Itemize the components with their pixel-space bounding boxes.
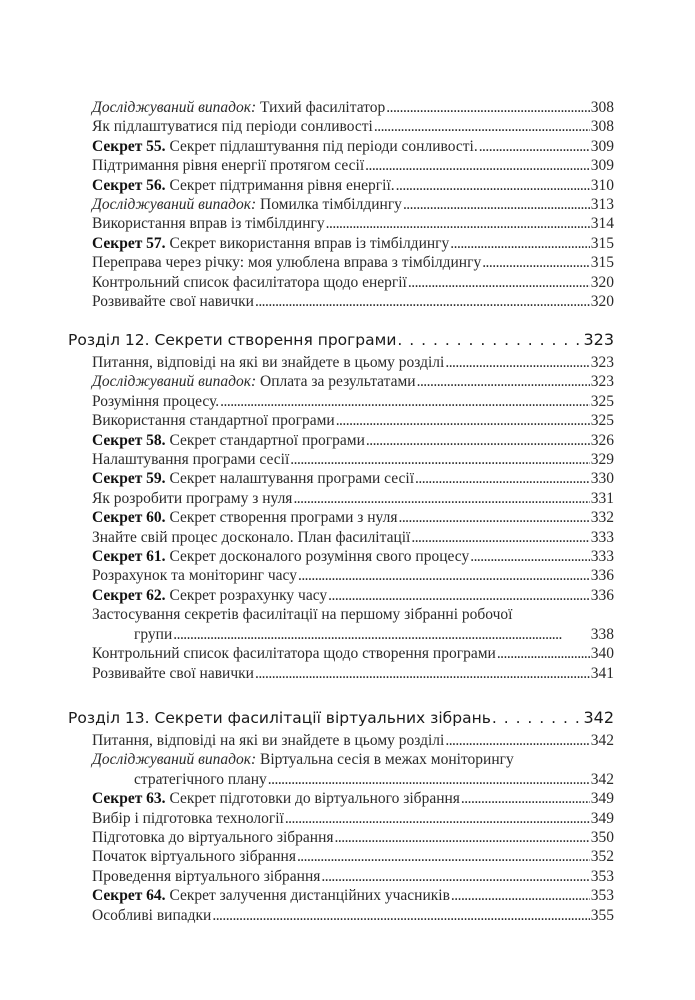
entry-text: Як розробити програму з нуля <box>92 489 293 507</box>
secret-number-label: Секрет 56. <box>92 176 166 194</box>
page-number: 332 <box>590 509 614 527</box>
chapter-heading[interactable] <box>68 329 614 351</box>
dot-leader <box>482 253 590 272</box>
entry-text: Вибір і підготовка технології <box>92 809 284 827</box>
toc-entry[interactable] <box>68 214 614 233</box>
entry-title <box>92 809 284 828</box>
entry-title <box>92 644 496 663</box>
entry-title <box>92 664 254 683</box>
toc-entry-continuation <box>68 625 614 644</box>
entry-title <box>92 566 297 585</box>
dot-leader <box>374 117 590 136</box>
toc-entry[interactable] <box>68 528 614 547</box>
secret-number-label: Секрет 61. <box>92 548 166 566</box>
dot-leader <box>255 664 590 683</box>
toc-entry[interactable] <box>68 828 614 847</box>
entry-title <box>92 273 407 292</box>
case-study-label: Досліджуваний випадок: <box>92 373 257 391</box>
dot-leader <box>417 372 590 391</box>
toc-entry[interactable] <box>68 98 614 117</box>
page-number: 349 <box>590 809 614 827</box>
secret-number-label: Секрет 58. <box>92 431 166 449</box>
chapter-page-number: 342 <box>583 708 614 727</box>
toc-entry[interactable] <box>68 353 614 372</box>
entry-text: Контрольний список фасилітатора щодо створення програми <box>92 645 496 663</box>
entry-text: Секрет налаштування програми сесії <box>165 470 415 488</box>
dot-leader <box>335 828 590 847</box>
entry-text: Використання стандартної програми <box>92 412 335 430</box>
page-number: 350 <box>590 829 614 847</box>
entry-text: Розрахунок та моніторинг часу <box>92 567 297 585</box>
entry-text: Знайте свій процес досконало. План фасилітації <box>92 528 411 546</box>
entry-text: Розвивайте свої навички <box>92 293 254 311</box>
entry-title <box>92 508 397 527</box>
dot-leader <box>461 789 590 808</box>
entry-text: Оплата за результатами <box>256 373 416 391</box>
page-number: 320 <box>590 273 614 291</box>
entry-title <box>92 372 416 391</box>
case-study-label: Досліджуваний випадок: <box>92 99 257 116</box>
entry-title <box>92 392 219 411</box>
toc-entry[interactable] <box>68 411 614 430</box>
dot-leader <box>398 508 589 527</box>
entry-title <box>92 353 444 372</box>
toc-entry-continuation <box>68 770 614 789</box>
dot-leader <box>212 906 589 925</box>
entry-title <box>92 789 460 808</box>
page-number: 333 <box>590 528 614 546</box>
entry-text: Питання, відповіді на які ви знайдете в цьому розділі <box>92 354 445 371</box>
page-number: 341 <box>590 664 614 682</box>
secret-number-label: Секрет 64. <box>92 887 166 905</box>
secret-number-label: Секрет 57. <box>92 234 166 252</box>
dot-leader <box>290 450 589 469</box>
page-number: 323 <box>590 354 614 371</box>
toc-entry[interactable] <box>68 664 614 683</box>
page-number: 353 <box>590 867 614 885</box>
page-number: 315 <box>590 254 614 272</box>
dot-leader <box>298 566 590 585</box>
entry-text: Розвивайте свої навички <box>92 664 254 682</box>
toc-entry[interactable] <box>68 809 614 828</box>
entry-text: Питання, відповіді на які ви знайдете в цьому розділі <box>92 732 445 749</box>
page-number: 308 <box>590 99 614 116</box>
entry-title <box>92 906 211 925</box>
entry-text: Як підлаштуватися під періоди сонливості <box>92 118 373 136</box>
entry-text: Застосування секретів фасилітації на першому зібранні робочої <box>92 606 513 624</box>
secret-number-label: Секрет 60. <box>92 509 166 527</box>
entry-text: Розуміння процесу. <box>92 392 220 410</box>
page-number: 309 <box>590 157 614 175</box>
page-number: 349 <box>590 790 614 808</box>
toc-entry[interactable] <box>68 750 614 769</box>
entry-title <box>92 847 296 866</box>
case-study-label: Досліджуваний випадок: <box>92 196 257 214</box>
entry-title <box>92 547 469 566</box>
toc-entry[interactable] <box>68 508 614 527</box>
entry-title <box>92 586 327 605</box>
toc-entry[interactable] <box>68 431 614 450</box>
entry-text: Секрет стандартної програми <box>165 431 365 449</box>
entry-text: Секрет підлаштування під періоди сонливості. <box>165 137 478 155</box>
entry-text: Особливі випадки <box>92 906 212 924</box>
chapter-title: Розділ 13. Секрети фасилітації віртуальних зібрань <box>68 709 491 727</box>
entry-title <box>92 450 289 469</box>
chapter-title: Розділ 12. Секрети створення програми <box>68 331 397 349</box>
toc-entry[interactable] <box>68 547 614 566</box>
entry-title <box>92 750 514 769</box>
page-number: 308 <box>590 118 614 136</box>
toc-entry[interactable] <box>68 273 614 292</box>
entry-title <box>92 253 481 272</box>
entry-title <box>92 886 450 905</box>
entry-title <box>92 867 320 886</box>
entry-text: Початок віртуального зібрання <box>92 848 296 866</box>
entry-title <box>92 176 395 195</box>
entry-text: Помилка тімбілдингу <box>256 196 402 214</box>
dot-leader <box>365 156 590 175</box>
dot-leader <box>326 214 590 233</box>
secret-number-label: Секрет 59. <box>92 470 166 488</box>
entry-text: Секрет досконалого розуміння свого процесу <box>165 548 470 566</box>
dot-leader <box>479 137 590 156</box>
dot-leader <box>415 469 590 488</box>
entry-title-continuation: стратегічного плану <box>134 770 267 788</box>
page-number: 331 <box>590 489 614 507</box>
page-number: 330 <box>590 470 614 488</box>
secret-number-label: Секрет 63. <box>92 790 166 808</box>
toc-entry[interactable] <box>68 234 614 253</box>
entry-title <box>92 411 335 430</box>
entry-title <box>92 137 478 156</box>
case-study-label: Досліджуваний випадок: <box>92 751 257 769</box>
toc-entry[interactable] <box>68 605 614 624</box>
dot-leader <box>492 707 583 729</box>
dot-leader <box>450 234 589 253</box>
toc-entry[interactable] <box>68 117 614 136</box>
entry-text: Використання вправ із тімбілдингу <box>92 215 325 233</box>
page-number: 329 <box>590 451 614 469</box>
entry-text: Контрольний список фасилітатора щодо енергії <box>92 273 407 291</box>
entry-title <box>92 731 444 750</box>
page-number: 338 <box>590 625 614 643</box>
page-number: 342 <box>590 732 614 749</box>
page-number: 336 <box>590 586 614 604</box>
entry-title <box>92 234 449 253</box>
page-number: 336 <box>590 567 614 585</box>
page-number: 310 <box>590 176 614 194</box>
entry-text: Проведення віртуального зібрання <box>92 867 321 885</box>
toc-entry[interactable] <box>68 867 614 886</box>
entry-title <box>92 469 414 488</box>
toc-entry[interactable] <box>68 137 614 156</box>
toc-entry[interactable] <box>68 906 614 925</box>
entry-text: Підготовка до віртуального зібрання <box>92 829 334 847</box>
page-number: 314 <box>590 215 614 233</box>
entry-title-continuation: групи <box>134 625 173 643</box>
entry-title <box>92 98 385 117</box>
entry-text: Тихий фасилітатор <box>256 99 386 116</box>
toc-entry[interactable] <box>68 156 614 175</box>
entry-title <box>92 156 364 175</box>
page-number: 323 <box>590 373 614 391</box>
dot-leader <box>397 329 582 351</box>
page-number: 309 <box>590 137 614 155</box>
dot-leader <box>408 273 590 292</box>
dot-leader <box>411 528 589 547</box>
toc-entry[interactable] <box>68 566 614 585</box>
entry-title <box>92 117 373 136</box>
dot-leader <box>268 770 590 789</box>
dot-leader <box>366 431 590 450</box>
toc-entry[interactable] <box>68 253 614 272</box>
toc-entry[interactable] <box>68 731 614 750</box>
toc-entry[interactable] <box>68 372 614 391</box>
toc-section-chapter-12 <box>68 329 614 683</box>
secret-number-label: Секрет 62. <box>92 586 166 604</box>
entry-text: Секрет залучення дистанційних учасників <box>165 887 450 905</box>
toc-section-continued <box>68 98 614 311</box>
chapter-page-number: 323 <box>583 330 614 349</box>
dot-leader <box>321 867 589 886</box>
chapter-heading[interactable] <box>68 707 614 729</box>
entry-text: Секрет підготовки до віртуального зібрання <box>165 790 460 808</box>
entry-text: Секрет підтримання рівня енергії. <box>165 176 395 194</box>
dot-leader <box>220 392 590 411</box>
toc-entry[interactable] <box>68 644 614 663</box>
entry-title <box>92 214 325 233</box>
page-number: 352 <box>590 848 614 866</box>
entry-title <box>92 528 410 547</box>
page-number: 320 <box>590 293 614 311</box>
entry-text: Налаштування програми сесії <box>92 451 290 469</box>
entry-text: Секрет використання вправ із тімбілдингу <box>165 234 450 252</box>
toc-section-chapter-13 <box>68 707 614 925</box>
dot-leader <box>445 353 589 372</box>
toc-entry[interactable] <box>68 789 614 808</box>
toc-entry[interactable] <box>68 489 614 508</box>
toc-entry[interactable] <box>68 469 614 488</box>
page-number: 326 <box>590 431 614 449</box>
toc-entry[interactable] <box>68 886 614 905</box>
toc-entry[interactable] <box>68 392 614 411</box>
page-number: 313 <box>590 196 614 214</box>
dot-leader <box>297 847 590 866</box>
dot-leader <box>173 625 590 644</box>
entry-text: Секрет створення програми з нуля <box>165 509 398 527</box>
dot-leader <box>328 586 590 605</box>
toc-entry[interactable] <box>68 450 614 469</box>
entry-text: Підтримання рівня енергії протягом сесії <box>92 157 365 175</box>
dot-leader <box>497 644 590 663</box>
entry-title <box>92 489 292 508</box>
page-number: 333 <box>590 548 614 566</box>
entry-text: Секрет розрахунку часу <box>165 586 328 604</box>
toc-entry[interactable] <box>68 847 614 866</box>
entry-title <box>92 195 402 214</box>
page-number: 340 <box>590 645 614 663</box>
dot-leader <box>470 547 590 566</box>
toc-entry[interactable] <box>68 176 614 195</box>
dot-leader <box>336 411 590 430</box>
entry-title <box>92 431 365 450</box>
dot-leader <box>293 489 589 508</box>
dot-leader <box>451 886 590 905</box>
entry-title <box>92 605 513 624</box>
dot-leader <box>386 98 590 117</box>
dot-leader <box>285 809 590 828</box>
entry-text: Віртуальна сесія в межах моніторингу <box>256 751 514 769</box>
dot-leader <box>255 292 590 311</box>
page-number: 342 <box>590 770 614 788</box>
toc-entry[interactable] <box>68 586 614 605</box>
page-number: 325 <box>590 392 614 410</box>
page-number: 355 <box>590 906 614 924</box>
dot-leader <box>403 195 590 214</box>
toc-entry[interactable] <box>68 292 614 311</box>
secret-number-label: Секрет 55. <box>92 137 166 155</box>
dot-leader <box>396 176 590 195</box>
dot-leader <box>445 731 589 750</box>
toc-entry[interactable] <box>68 195 614 214</box>
entry-text: Переправа через річку: моя улюблена вправа з тімбілдингу <box>92 254 482 272</box>
page-number: 353 <box>590 887 614 905</box>
page-number: 325 <box>590 412 614 430</box>
page-number: 315 <box>590 234 614 252</box>
entry-title <box>92 828 334 847</box>
entry-title <box>92 292 254 311</box>
